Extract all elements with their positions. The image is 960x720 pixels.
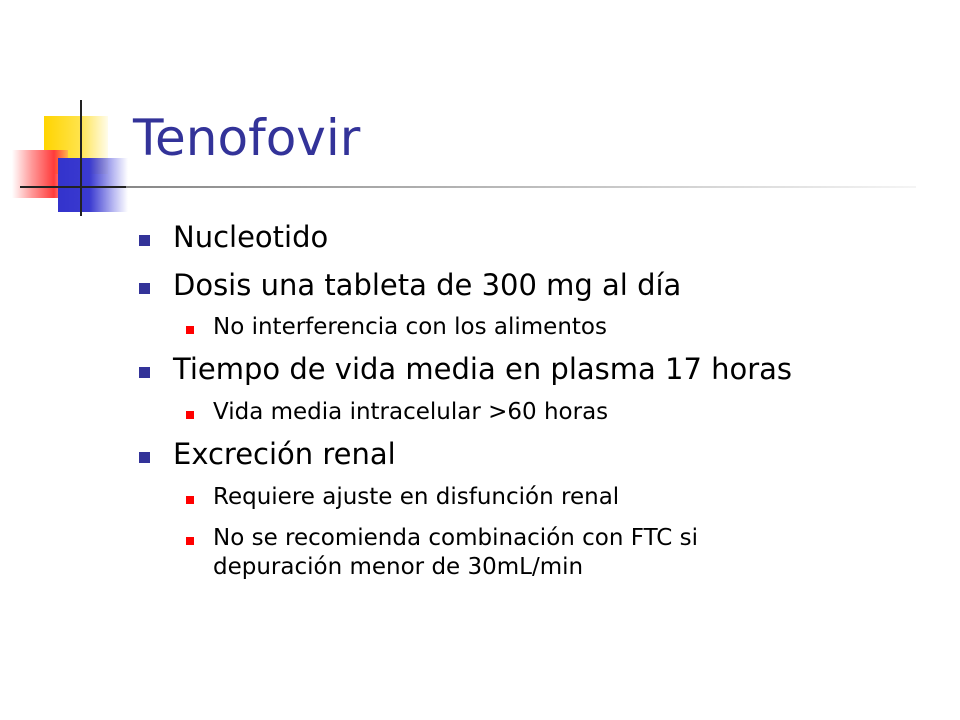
bullet-text: Dosis una tableta de 300 mg al día <box>173 268 682 302</box>
sub-bullet-list <box>173 398 873 427</box>
square-sub-bullet-icon <box>186 411 194 419</box>
square-bullet-icon <box>139 283 150 294</box>
decorative-logo <box>0 0 140 230</box>
sub-bullet-text: Requiere ajuste en disfunción renal <box>213 484 620 510</box>
slide-title: Tenofovir <box>133 109 361 167</box>
sub-bullet-item <box>173 313 893 342</box>
square-bullet-icon <box>139 452 150 463</box>
bullet-text: Tiempo de vida media en plasma 17 horas <box>173 352 793 386</box>
sub-bullet-item <box>173 524 793 582</box>
bullet-item <box>133 268 893 342</box>
bullet-item <box>133 220 893 254</box>
bullet-item <box>133 437 893 582</box>
sub-bullet-item <box>173 483 793 512</box>
bullet-list <box>133 220 893 582</box>
sub-bullet-text: No se recomienda combinación con FTC si depuración menor de 30mL/min <box>213 525 699 580</box>
square-bullet-icon <box>139 367 150 378</box>
logo-horizontal-line <box>20 186 140 188</box>
sub-bullet-text: Vida media intracelular >60 horas <box>213 399 609 425</box>
logo-vertical-line <box>80 100 82 216</box>
sub-bullet-list <box>173 483 793 582</box>
square-bullet-icon <box>139 235 150 246</box>
bullet-text: Nucleotido <box>173 220 329 254</box>
sub-bullet-text: No interferencia con los alimentos <box>213 314 607 340</box>
sub-bullet-list <box>173 313 893 342</box>
square-sub-bullet-icon <box>186 537 194 545</box>
logo-blue-square <box>58 158 128 212</box>
bullet-text: Excreción renal <box>173 437 396 471</box>
title-underline <box>126 186 916 188</box>
square-sub-bullet-icon <box>186 326 194 334</box>
bullet-item <box>133 352 873 427</box>
sub-bullet-item <box>173 398 873 427</box>
square-sub-bullet-icon <box>186 496 194 504</box>
